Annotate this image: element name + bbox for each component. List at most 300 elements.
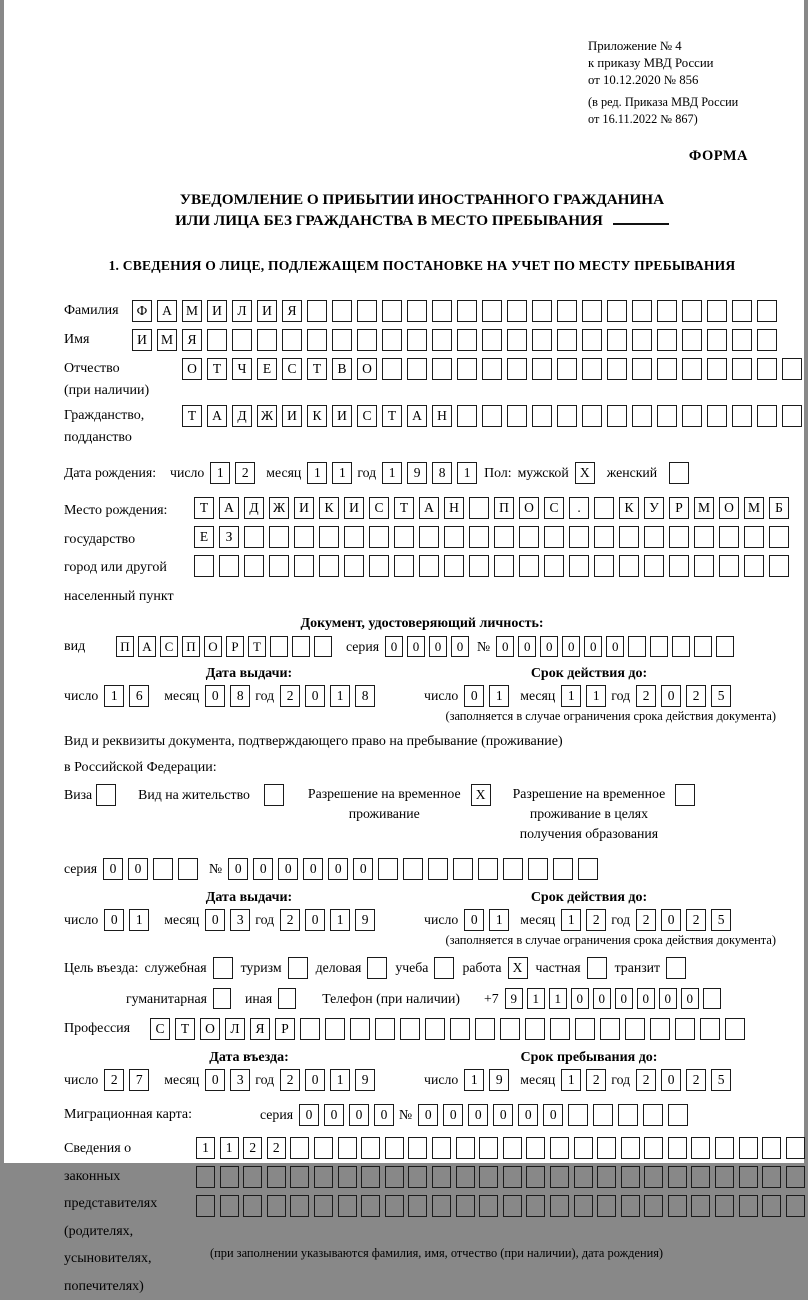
char-cell: Е <box>257 358 277 380</box>
birth-place-label-country: государство <box>64 531 136 547</box>
char-cell: А <box>207 405 227 427</box>
citizenship-label: Гражданство, подданство <box>64 405 182 449</box>
char-cell <box>479 1137 498 1159</box>
char-cell <box>282 329 302 351</box>
char-cell: 0 <box>407 636 425 657</box>
char-cell <box>700 1018 720 1040</box>
char-cell: Л <box>232 300 252 322</box>
char-cell: Ф <box>132 300 152 322</box>
char-cell: 3 <box>230 1069 250 1091</box>
char-cell <box>525 1018 545 1040</box>
char-cell <box>707 405 727 427</box>
char-cell <box>269 526 289 548</box>
char-cell: К <box>319 497 339 519</box>
char-cell: 9 <box>407 462 427 484</box>
char-cell <box>644 526 664 548</box>
legal-representatives-note: (при заполнении указываются фамилия, имя, отчество (при наличии), дата рождения) <box>210 1246 664 1260</box>
profession-row <box>64 1018 780 1040</box>
char-cell <box>619 526 639 548</box>
identity-valid-month-label: месяц <box>520 688 556 703</box>
char-cell: 1 <box>307 462 327 484</box>
char-cell <box>494 555 514 577</box>
char-cell <box>220 1195 239 1217</box>
char-cell: С <box>282 358 302 380</box>
char-cell <box>657 358 677 380</box>
char-cell <box>207 329 227 351</box>
appendix-revision-line: (в ред. Приказа МВД России <box>588 95 739 109</box>
visa-checkbox <box>96 784 116 806</box>
char-cell: 1 <box>527 988 545 1009</box>
char-cell <box>243 1166 262 1188</box>
char-cell <box>219 555 239 577</box>
char-cell: 2 <box>686 685 706 707</box>
char-cell <box>419 555 439 577</box>
char-cell: Т <box>382 405 402 427</box>
char-cell <box>469 555 489 577</box>
char-cell <box>582 329 602 351</box>
entry-dates-headings <box>64 1050 780 1066</box>
identity-doc-dates-headings <box>64 666 780 682</box>
char-cell <box>716 636 734 657</box>
residence-issue-heading: Дата выдачи: <box>205 890 293 905</box>
entry-day-label: число <box>64 1072 99 1087</box>
char-cell <box>597 1195 616 1217</box>
char-cell: 0 <box>593 988 611 1009</box>
char-cell: 0 <box>253 858 273 880</box>
char-cell <box>457 329 477 351</box>
char-cell: И <box>332 405 352 427</box>
identity-doc-series-label: серия <box>346 638 380 654</box>
char-cell: 0 <box>615 988 633 1009</box>
char-cell <box>632 358 652 380</box>
char-cell: В <box>332 358 352 380</box>
char-cell <box>532 329 552 351</box>
char-cell <box>332 300 352 322</box>
birth-day-boxes <box>210 462 260 484</box>
char-cell <box>557 329 577 351</box>
char-cell <box>574 1195 593 1217</box>
identity-valid-day-label: число <box>424 688 459 703</box>
birth-day-label: число <box>170 465 205 480</box>
char-cell <box>408 1195 427 1217</box>
char-cell <box>594 555 614 577</box>
char-cell <box>786 1195 805 1217</box>
identity-issue-month-label: месяц <box>164 688 200 703</box>
char-cell: 0 <box>299 1104 319 1126</box>
edu-permit-option <box>513 784 696 844</box>
visit-purpose-row2 <box>64 988 780 1009</box>
char-cell <box>675 1018 695 1040</box>
char-cell <box>725 1018 745 1040</box>
char-cell: М <box>744 497 764 519</box>
surname-boxes <box>132 300 782 322</box>
char-cell: 1 <box>196 1137 215 1159</box>
profession-label: Профессия <box>64 1021 131 1036</box>
char-cell <box>243 1195 262 1217</box>
patronymic-boxes <box>182 358 807 380</box>
char-cell <box>757 358 777 380</box>
residence-permit-checkbox <box>264 784 284 806</box>
char-cell <box>569 526 589 548</box>
char-cell <box>744 555 764 577</box>
char-cell <box>382 329 402 351</box>
char-cell: 3 <box>230 909 250 931</box>
char-cell <box>532 358 552 380</box>
char-cell: С <box>544 497 564 519</box>
patronymic-row <box>64 358 780 402</box>
residence-permit-option <box>138 784 284 806</box>
birth-place-boxes-line2 <box>194 526 794 548</box>
birth-date-label: Дата рождения: <box>64 465 157 480</box>
entry-month-boxes <box>205 1069 255 1091</box>
char-cell <box>194 555 214 577</box>
purpose-study-checkbox <box>434 957 454 979</box>
char-cell <box>369 526 389 548</box>
temp-permit-option <box>308 784 491 824</box>
char-cell <box>672 636 690 657</box>
char-cell <box>762 1137 781 1159</box>
char-cell <box>574 1166 593 1188</box>
char-cell: 1 <box>457 462 477 484</box>
char-cell <box>307 300 327 322</box>
char-cell <box>367 957 387 979</box>
entry-month-label: месяц <box>164 1072 200 1087</box>
char-cell: Т <box>248 636 266 657</box>
char-cell: 0 <box>661 1069 681 1091</box>
char-cell: С <box>357 405 377 427</box>
char-cell <box>532 300 552 322</box>
char-cell <box>682 300 702 322</box>
migration-card-series-label: серия <box>260 1107 294 1122</box>
char-cell <box>478 858 498 880</box>
char-cell: Е <box>194 526 214 548</box>
char-cell <box>574 1137 593 1159</box>
entry-year-label: год <box>255 1072 275 1087</box>
identity-valid-year-boxes <box>636 685 736 707</box>
char-cell: Ч <box>232 358 252 380</box>
char-cell: . <box>569 497 589 519</box>
char-cell <box>450 1018 470 1040</box>
form-label: ФОРМА <box>688 148 748 164</box>
name-boxes <box>132 329 782 351</box>
purpose-transit-checkbox <box>666 957 686 979</box>
char-cell: 0 <box>205 1069 225 1091</box>
char-cell: 1 <box>220 1137 239 1159</box>
char-cell <box>691 1166 710 1188</box>
char-cell <box>568 1104 588 1126</box>
identity-valid-heading: Срок действия до: <box>530 666 648 681</box>
migration-card-series-boxes <box>299 1104 399 1126</box>
char-cell: О <box>182 358 202 380</box>
entry-day-boxes <box>104 1069 154 1091</box>
char-cell: 9 <box>489 1069 509 1091</box>
char-cell <box>332 329 352 351</box>
profession-boxes <box>150 1018 750 1040</box>
char-cell <box>694 555 714 577</box>
char-cell <box>350 1018 370 1040</box>
birth-place-label-city: город или другой <box>64 560 167 575</box>
char-cell: 2 <box>686 1069 706 1091</box>
purpose-business-label: деловая <box>315 960 362 975</box>
residence-issue-month-boxes <box>205 909 255 931</box>
char-cell: М <box>157 329 177 351</box>
residence-doc-heading1: Вид и реквизиты документа, подтверждающего право на пребывание (проживание) <box>64 734 563 749</box>
char-cell <box>357 329 377 351</box>
birth-place-boxes-line3 <box>194 555 794 577</box>
char-cell <box>178 858 198 880</box>
identity-doc-number-label: № <box>477 638 491 654</box>
char-cell <box>587 957 607 979</box>
char-cell <box>382 300 402 322</box>
char-cell <box>526 1195 545 1217</box>
char-cell <box>196 1195 215 1217</box>
residence-valid-year-label: год <box>611 912 631 927</box>
name-label: Имя <box>64 332 90 347</box>
char-cell <box>482 329 502 351</box>
char-cell: 2 <box>636 909 656 931</box>
char-cell <box>732 358 752 380</box>
char-cell: И <box>207 300 227 322</box>
char-cell: 9 <box>355 1069 375 1091</box>
char-cell <box>668 1137 687 1159</box>
char-cell <box>675 784 695 806</box>
purpose-tourism-label: туризм <box>240 960 282 975</box>
residence-issue-month-label: месяц <box>164 912 200 927</box>
char-cell: Л <box>225 1018 245 1040</box>
char-cell <box>357 300 377 322</box>
char-cell <box>597 1166 616 1188</box>
char-cell <box>403 858 423 880</box>
char-cell <box>294 526 314 548</box>
char-cell: 0 <box>562 636 580 657</box>
char-cell: 0 <box>353 858 373 880</box>
char-cell: 0 <box>328 858 348 880</box>
identity-valid-day-boxes <box>464 685 514 707</box>
char-cell <box>432 300 452 322</box>
char-cell <box>244 555 264 577</box>
char-cell <box>428 858 448 880</box>
char-cell <box>621 1137 640 1159</box>
char-cell: 1 <box>330 909 350 931</box>
char-cell <box>526 1166 545 1188</box>
identity-issue-heading: Дата выдачи: <box>205 666 293 681</box>
char-cell <box>519 555 539 577</box>
residence-number-label: № <box>209 861 223 876</box>
char-cell: 0 <box>324 1104 344 1126</box>
char-cell: О <box>519 497 539 519</box>
residence-valid-year-boxes <box>636 909 736 931</box>
appendix-revision-line: от 16.11.2022 № 867) <box>588 112 698 126</box>
char-cell <box>762 1166 781 1188</box>
char-cell <box>432 1195 451 1217</box>
char-cell: Д <box>232 405 252 427</box>
char-cell <box>482 300 502 322</box>
char-cell <box>290 1195 309 1217</box>
char-cell <box>744 526 764 548</box>
residence-valid-day-boxes <box>464 909 514 931</box>
char-cell <box>213 957 233 979</box>
char-cell <box>657 405 677 427</box>
char-cell: X <box>508 957 528 979</box>
char-cell: 0 <box>493 1104 513 1126</box>
char-cell <box>582 300 602 322</box>
identity-issue-day-label: число <box>64 688 99 703</box>
char-cell <box>532 405 552 427</box>
char-cell <box>682 329 702 351</box>
char-cell <box>691 1137 710 1159</box>
identity-issue-day-boxes <box>104 685 154 707</box>
char-cell: 0 <box>584 636 602 657</box>
char-cell <box>456 1137 475 1159</box>
char-cell: Д <box>244 497 264 519</box>
char-cell <box>575 1018 595 1040</box>
entry-dates-row <box>64 1069 780 1091</box>
char-cell: А <box>407 405 427 427</box>
char-cell <box>786 1166 805 1188</box>
char-cell: X <box>471 784 491 806</box>
char-cell <box>668 1166 687 1188</box>
char-cell: У <box>644 497 664 519</box>
char-cell: О <box>204 636 222 657</box>
identity-issue-year-label: год <box>255 688 275 703</box>
char-cell: 0 <box>128 858 148 880</box>
char-cell <box>361 1166 380 1188</box>
char-cell: 0 <box>540 636 558 657</box>
char-cell <box>669 555 689 577</box>
char-cell <box>407 358 427 380</box>
char-cell <box>682 358 702 380</box>
stay-month-label: месяц <box>520 1072 556 1087</box>
birth-year-label: год <box>357 465 377 480</box>
char-cell <box>668 1195 687 1217</box>
char-cell <box>782 358 802 380</box>
char-cell <box>338 1195 357 1217</box>
char-cell <box>762 1195 781 1217</box>
char-cell <box>507 300 527 322</box>
char-cell <box>632 300 652 322</box>
char-cell: 1 <box>549 988 567 1009</box>
char-cell <box>394 555 414 577</box>
char-cell: К <box>619 497 639 519</box>
char-cell <box>782 405 802 427</box>
stay-day-boxes <box>464 1069 514 1091</box>
char-cell <box>344 526 364 548</box>
char-cell: 5 <box>711 1069 731 1091</box>
char-cell: Н <box>444 497 464 519</box>
char-cell <box>314 1195 333 1217</box>
edu-permit-label: Разрешение на временное проживание в целях получения образования <box>512 786 666 841</box>
char-cell <box>456 1166 475 1188</box>
char-cell: 0 <box>385 636 403 657</box>
char-cell <box>385 1137 404 1159</box>
char-cell <box>457 300 477 322</box>
char-cell <box>593 1104 613 1126</box>
char-cell <box>625 1018 645 1040</box>
residence-doc-options-row <box>64 784 780 844</box>
char-cell <box>594 526 614 548</box>
char-cell: 0 <box>661 685 681 707</box>
legal-representatives-boxes-line2 <box>196 1166 808 1188</box>
char-cell: 0 <box>303 858 323 880</box>
purpose-private-checkbox <box>587 957 607 979</box>
char-cell <box>703 988 721 1009</box>
visa-option <box>64 784 116 806</box>
residence-valid-month-boxes <box>561 909 611 931</box>
char-cell <box>267 1166 286 1188</box>
residence-issue-day-label: число <box>64 912 99 927</box>
char-cell: 1 <box>330 1069 350 1091</box>
char-cell <box>457 405 477 427</box>
char-cell <box>669 526 689 548</box>
char-cell <box>469 497 489 519</box>
char-cell <box>344 555 364 577</box>
char-cell <box>361 1195 380 1217</box>
residence-doc-dates-row <box>64 909 780 931</box>
char-cell <box>621 1166 640 1188</box>
char-cell <box>544 526 564 548</box>
section1-heading: 1. СВЕДЕНИЯ О ЛИЦЕ, ПОДЛЕЖАЩЕМ ПОСТАНОВКЕ НА УЧЕТ ПО МЕСТУ ПРЕБЫВАНИЯ <box>108 258 736 273</box>
char-cell: 0 <box>637 988 655 1009</box>
residence-valid-heading: Срок действия до: <box>530 890 648 905</box>
char-cell <box>425 1018 445 1040</box>
char-cell: 0 <box>374 1104 394 1126</box>
char-cell <box>479 1166 498 1188</box>
char-cell <box>385 1166 404 1188</box>
char-cell <box>314 636 332 657</box>
char-cell <box>475 1018 495 1040</box>
char-cell <box>694 526 714 548</box>
char-cell: П <box>494 497 514 519</box>
char-cell: 6 <box>129 685 149 707</box>
char-cell: Я <box>282 300 302 322</box>
residence-issue-day-boxes <box>104 909 154 931</box>
char-cell <box>707 300 727 322</box>
char-cell <box>290 1166 309 1188</box>
char-cell <box>582 405 602 427</box>
char-cell: 1 <box>561 1069 581 1091</box>
char-cell <box>644 555 664 577</box>
appendix-reference-block <box>588 38 780 128</box>
char-cell <box>457 358 477 380</box>
identity-issue-month-boxes <box>205 685 255 707</box>
char-cell <box>578 858 598 880</box>
char-cell <box>394 526 414 548</box>
char-cell: 1 <box>330 685 350 707</box>
char-cell: А <box>219 497 239 519</box>
char-cell <box>582 358 602 380</box>
char-cell: М <box>694 497 714 519</box>
char-cell <box>715 1137 734 1159</box>
purpose-transit-label: транзит <box>614 960 661 975</box>
purpose-business-checkbox <box>367 957 387 979</box>
residence-issue-year-label: год <box>255 912 275 927</box>
char-cell <box>503 858 523 880</box>
char-cell: 1 <box>382 462 402 484</box>
citizenship-boxes <box>182 405 807 427</box>
char-cell <box>668 1104 688 1126</box>
char-cell: 2 <box>586 909 606 931</box>
char-cell: С <box>160 636 178 657</box>
residence-issue-year-boxes <box>280 909 380 931</box>
char-cell <box>407 329 427 351</box>
identity-doc-type-label: вид <box>64 638 86 654</box>
char-cell <box>607 358 627 380</box>
stay-month-boxes <box>561 1069 611 1091</box>
char-cell: 0 <box>681 988 699 1009</box>
residence-valid-day-label: число <box>424 912 459 927</box>
appendix-line: к приказу МВД России <box>588 56 714 70</box>
char-cell: 8 <box>230 685 250 707</box>
